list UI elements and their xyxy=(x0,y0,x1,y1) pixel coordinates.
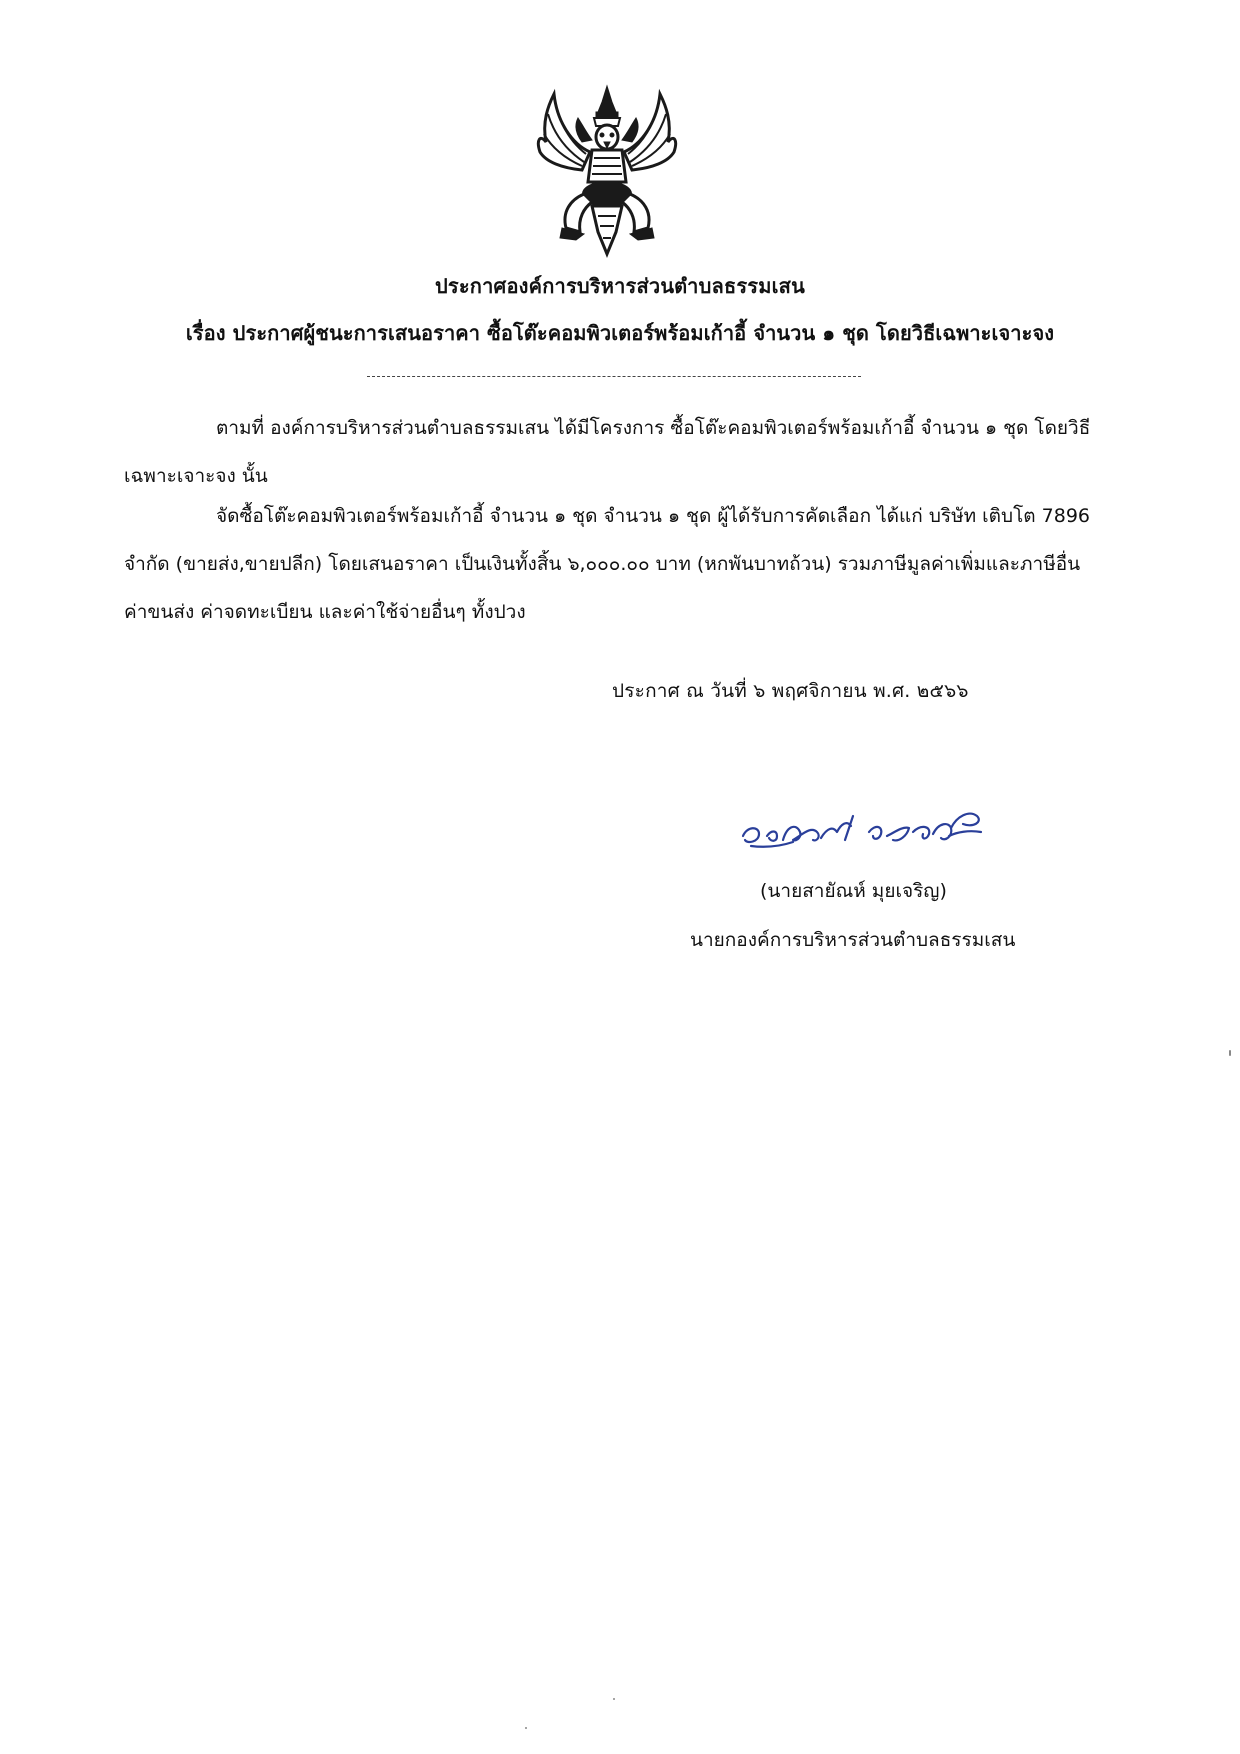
handwritten-signature xyxy=(737,796,997,862)
signer-name: (นายสายัณห์ มุยเจริญ) xyxy=(760,880,947,902)
announcement-date: ประกาศ ณ วันที่ ๖ พฤศจิกายน พ.ศ. ๒๕๖๖ xyxy=(612,680,969,702)
paragraph-1-text: ตามที่ องค์การบริหารส่วนตำบลธรรมเสน ได้มีโครงการ ซื้อโต๊ะคอมพิวเตอร์พร้อมเก้าอี้ จำนวน ๑ ชุด โดยวิธีเฉพาะเจาะจง นั้น xyxy=(124,417,1091,487)
scan-speck xyxy=(613,1698,615,1700)
document-subject: เรื่อง ประกาศผู้ชนะการเสนอราคา ซื้อโต๊ะคอมพิวเตอร์พร้อมเก้าอี้ จำนวน ๑ ชุด โดยวิธีเฉพาะเจาะจง xyxy=(185,321,1055,345)
scan-speck xyxy=(525,1727,527,1729)
document-title: ประกาศองค์การบริหารส่วนตำบลธรรมเสน xyxy=(435,274,805,298)
garuda-emblem-icon xyxy=(532,82,682,262)
scan-speck xyxy=(1229,1050,1231,1056)
paragraph-2-text: จัดซื้อโต๊ะคอมพิวเตอร์พร้อมเก้าอี้ จำนวน ๑ ชุด จำนวน ๑ ชุด ผู้ได้รับการคัดเลือก ได้แก่ บริษัท เติบโต 7896 จำกัด (ขายส่ง,ขายปลีก) โดยเสนอราคา เป็นเงินทั้งสิ้น ๖,๐๐๐.๐๐ บาท (หกพันบาทถ้วน) รวมภาษีมูลค่าเพิ่มและภาษีอื่น ค่าขนส่ง ค่าจดทะเบียน และค่าใช้จ่ายอื่นๆ ทั้งปวง xyxy=(124,505,1090,623)
title-divider xyxy=(367,376,861,377)
body-paragraph-1 xyxy=(124,404,1106,500)
signer-title: นายกองค์การบริหารส่วนตำบลธรรมเสน xyxy=(690,929,1016,951)
body-paragraph-2 xyxy=(124,492,1106,636)
